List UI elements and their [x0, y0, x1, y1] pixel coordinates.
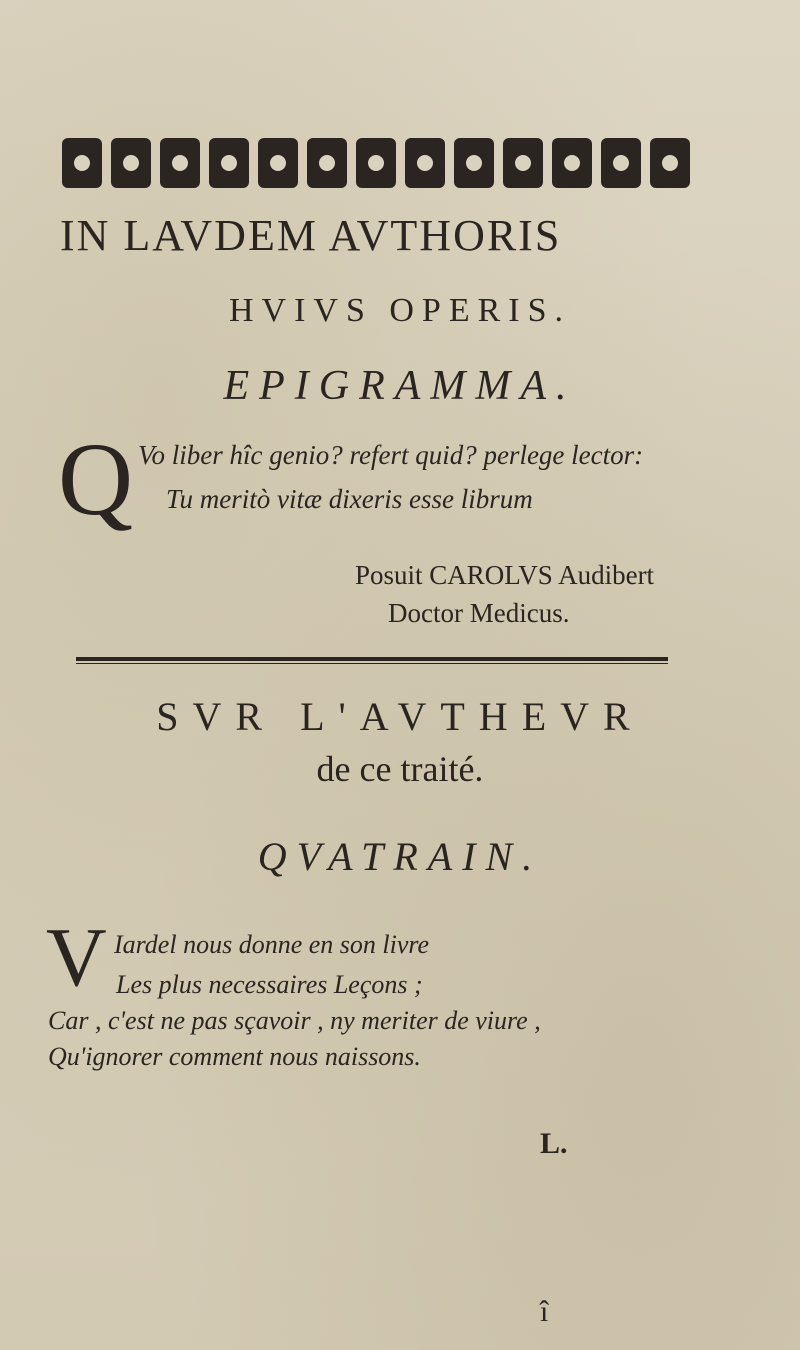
signature-line-2: Doctor Medicus.	[388, 598, 570, 628]
quatrain-dropcap: V	[46, 911, 107, 1004]
section-subheading: de ce traité.	[316, 749, 484, 789]
signature-mark: î	[540, 1295, 549, 1328]
catchword: L.	[540, 1127, 568, 1160]
ornament-band-icon	[62, 133, 698, 193]
epigram-line-1: Vo liber hîc genio? refert quid? perlege lector:	[138, 440, 644, 470]
quatrain-line-4: Qu'ignorer comment nous naissons.	[48, 1042, 421, 1071]
section-genre: QVATRAIN.	[257, 834, 543, 879]
quatrain-line-1: Iardel nous donne en son livre	[114, 930, 430, 959]
title-line-1: IN LAVDEM AVTHORIS	[60, 211, 562, 260]
section-rule	[76, 657, 668, 661]
section-rule-thin	[76, 663, 668, 664]
quatrain-line-2: Les plus necessaires Leçons ;	[116, 970, 423, 999]
quatrain-line-3: Car , c'est ne pas sçavoir , ny meriter de viure ,	[48, 1006, 541, 1035]
epigram-line-2: Tu meritò vitæ dixeris esse librum	[166, 484, 533, 514]
section-heading: SVR L'AVTHEVR	[156, 694, 644, 739]
title-epigramma: EPIGRAMMA.	[223, 363, 577, 409]
title-line-2: HVIVS OPERIS.	[228, 292, 572, 329]
epigram-dropcap: Q	[58, 422, 134, 537]
signature-line-1: Posuit CAROLVS Audibert	[355, 560, 655, 590]
